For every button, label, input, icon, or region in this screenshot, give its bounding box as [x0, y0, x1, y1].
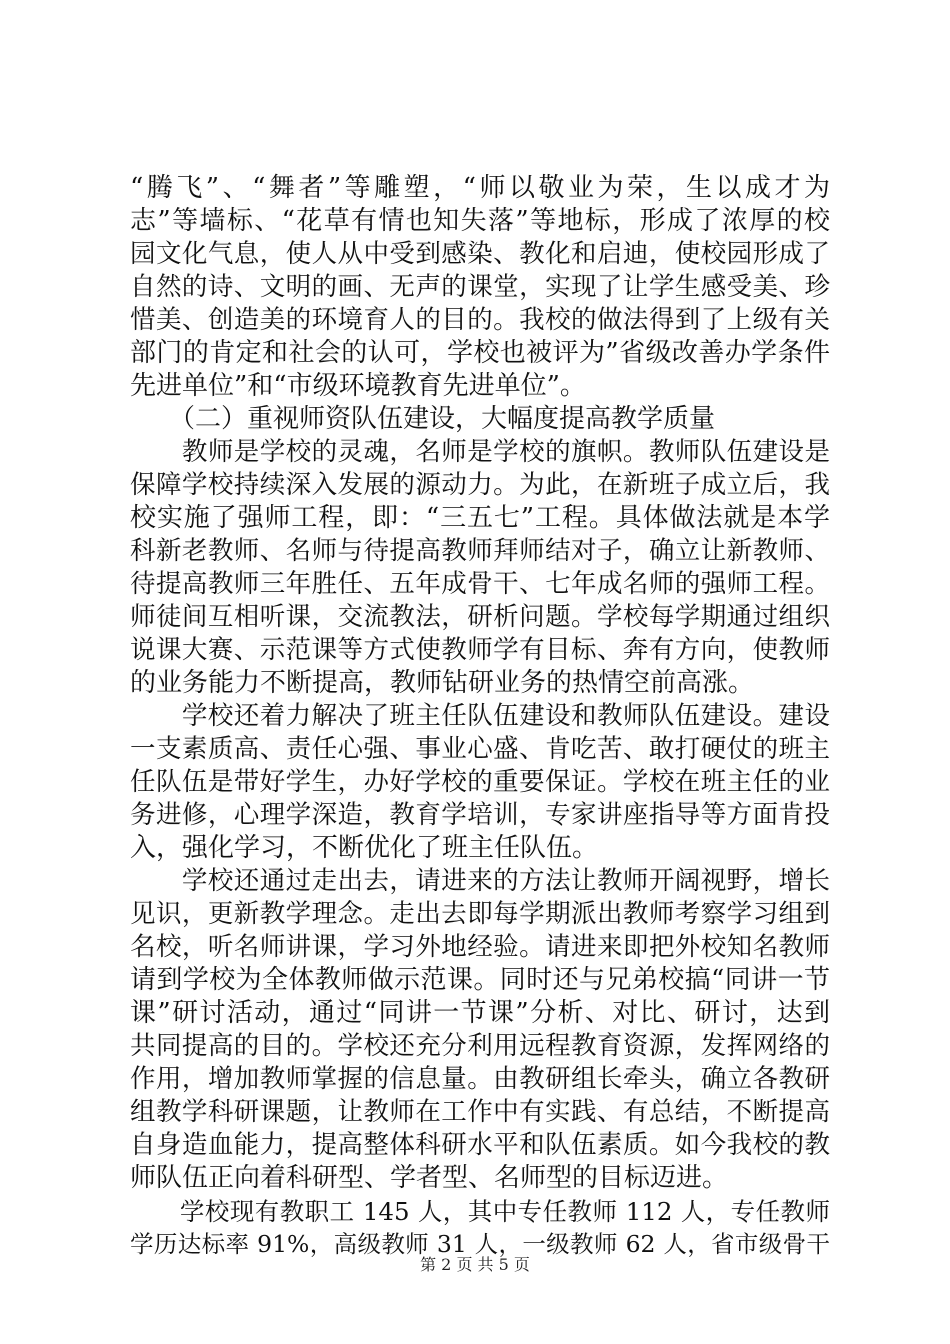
text-line: 共同提高的目的。学校还充分利用远程教育资源，发挥网络的 [130, 1031, 830, 1061]
text-line: 见识，更新教学理念。走出去即每学期派出教师考察学习组到 [130, 899, 830, 929]
text-line: 务进修，心理学深造，教育学培训，专家讲座指导等方面肯投 [130, 800, 830, 830]
text-line: 说课大赛、示范课等方式使教师学有目标、奔有方向，使教师 [130, 635, 830, 665]
text-line: 部门的肯定和社会的认可，学校也被评为”省级改善办学条件 [130, 338, 830, 368]
text-line: 的业务能力不断提高，教师钻研业务的热情空前高涨。 [130, 668, 755, 698]
text-line: 园文化气息，使人从中受到感染、教化和启迪，使校园形成了 [130, 239, 830, 269]
text-line: 志”等墙标、“花草有情也知失落”等地标，形成了浓厚的校 [130, 206, 830, 236]
text-line: 校实施了强师工程，即：“三五七”工程。具体做法就是本学 [130, 503, 830, 533]
text-line: 学校还通过走出去，请进来的方法让教师开阔视野，增长 [130, 866, 830, 896]
text-line: 科新老教师、名师与待提高教师拜师结对子，确立让新教师、 [130, 536, 830, 566]
text-line: 作用，增加教师掌握的信息量。由教研组长牵头，确立各教研 [130, 1064, 830, 1094]
text-line: “腾飞”、“舞者”等雕塑，“师以敬业为荣，生以成才为 [130, 173, 830, 203]
text-line: 师徒间互相听课，交流教法，研析问题。学校每学期通过组织 [130, 602, 830, 632]
text-line: 学校还着力解决了班主任队伍建设和教师队伍建设。建设 [130, 701, 830, 731]
text-line: 请到学校为全体教师做示范课。同时还与兄弟校搞“同讲一节 [130, 965, 830, 995]
page-footer: 第 2 页 共 5 页 [420, 1255, 530, 1274]
text-line: 入，强化学习，不断优化了班主任队伍。 [130, 833, 599, 863]
section-heading: （二）重视师资队伍建设，大幅度提高教学质量 [130, 404, 716, 434]
text-line: 惜美、创造美的环境育人的目的。我校的做法得到了上级有关 [130, 305, 830, 335]
text-line: 自身造血能力，提高整体科研水平和队伍素质。如今我校的教 [130, 1130, 830, 1160]
text-line: 待提高教师三年胜任、五年成骨干、七年成名师的强师工程。 [130, 569, 830, 599]
text-line: 学历达标率 91%，高级教师 31 人，一级教师 62 人，省市级骨干 [130, 1230, 830, 1258]
text-line: 组教学科研课题，让教师在工作中有实践、有总结，不断提高 [130, 1097, 830, 1127]
text-line: 课”研讨活动，通过“同讲一节课”分析、对比、研讨，达到 [130, 998, 830, 1028]
text-line: 教师是学校的灵魂，名师是学校的旗帜。教师队伍建设是 [130, 437, 830, 467]
text-line: 师队伍正向着科研型、学者型、名师型的目标迈进。 [130, 1163, 729, 1193]
text-line: 一支素质高、责任心强、事业心盛、肯吃苦、敢打硬仗的班主 [130, 734, 830, 764]
text-line: 保障学校持续深入发展的源动力。为此，在新班子成立后，我 [130, 470, 830, 500]
text-line: 自然的诗、文明的画、无声的课堂，实现了让学生感受美、珍 [130, 272, 830, 302]
text-line: 名校，听名师讲课，学习外地经验。请进来即把外校知名教师 [130, 932, 830, 962]
text-line: 先进单位”和“市级环境教育先进单位”。 [130, 371, 586, 401]
body-text [130, 172, 830, 1261]
text-line: 任队伍是带好学生，办好学校的重要保证。学校在班主任的业 [130, 767, 830, 797]
text-line: 学校现有教职工 145 人，其中专任教师 112 人，专任教师 [130, 1197, 830, 1226]
